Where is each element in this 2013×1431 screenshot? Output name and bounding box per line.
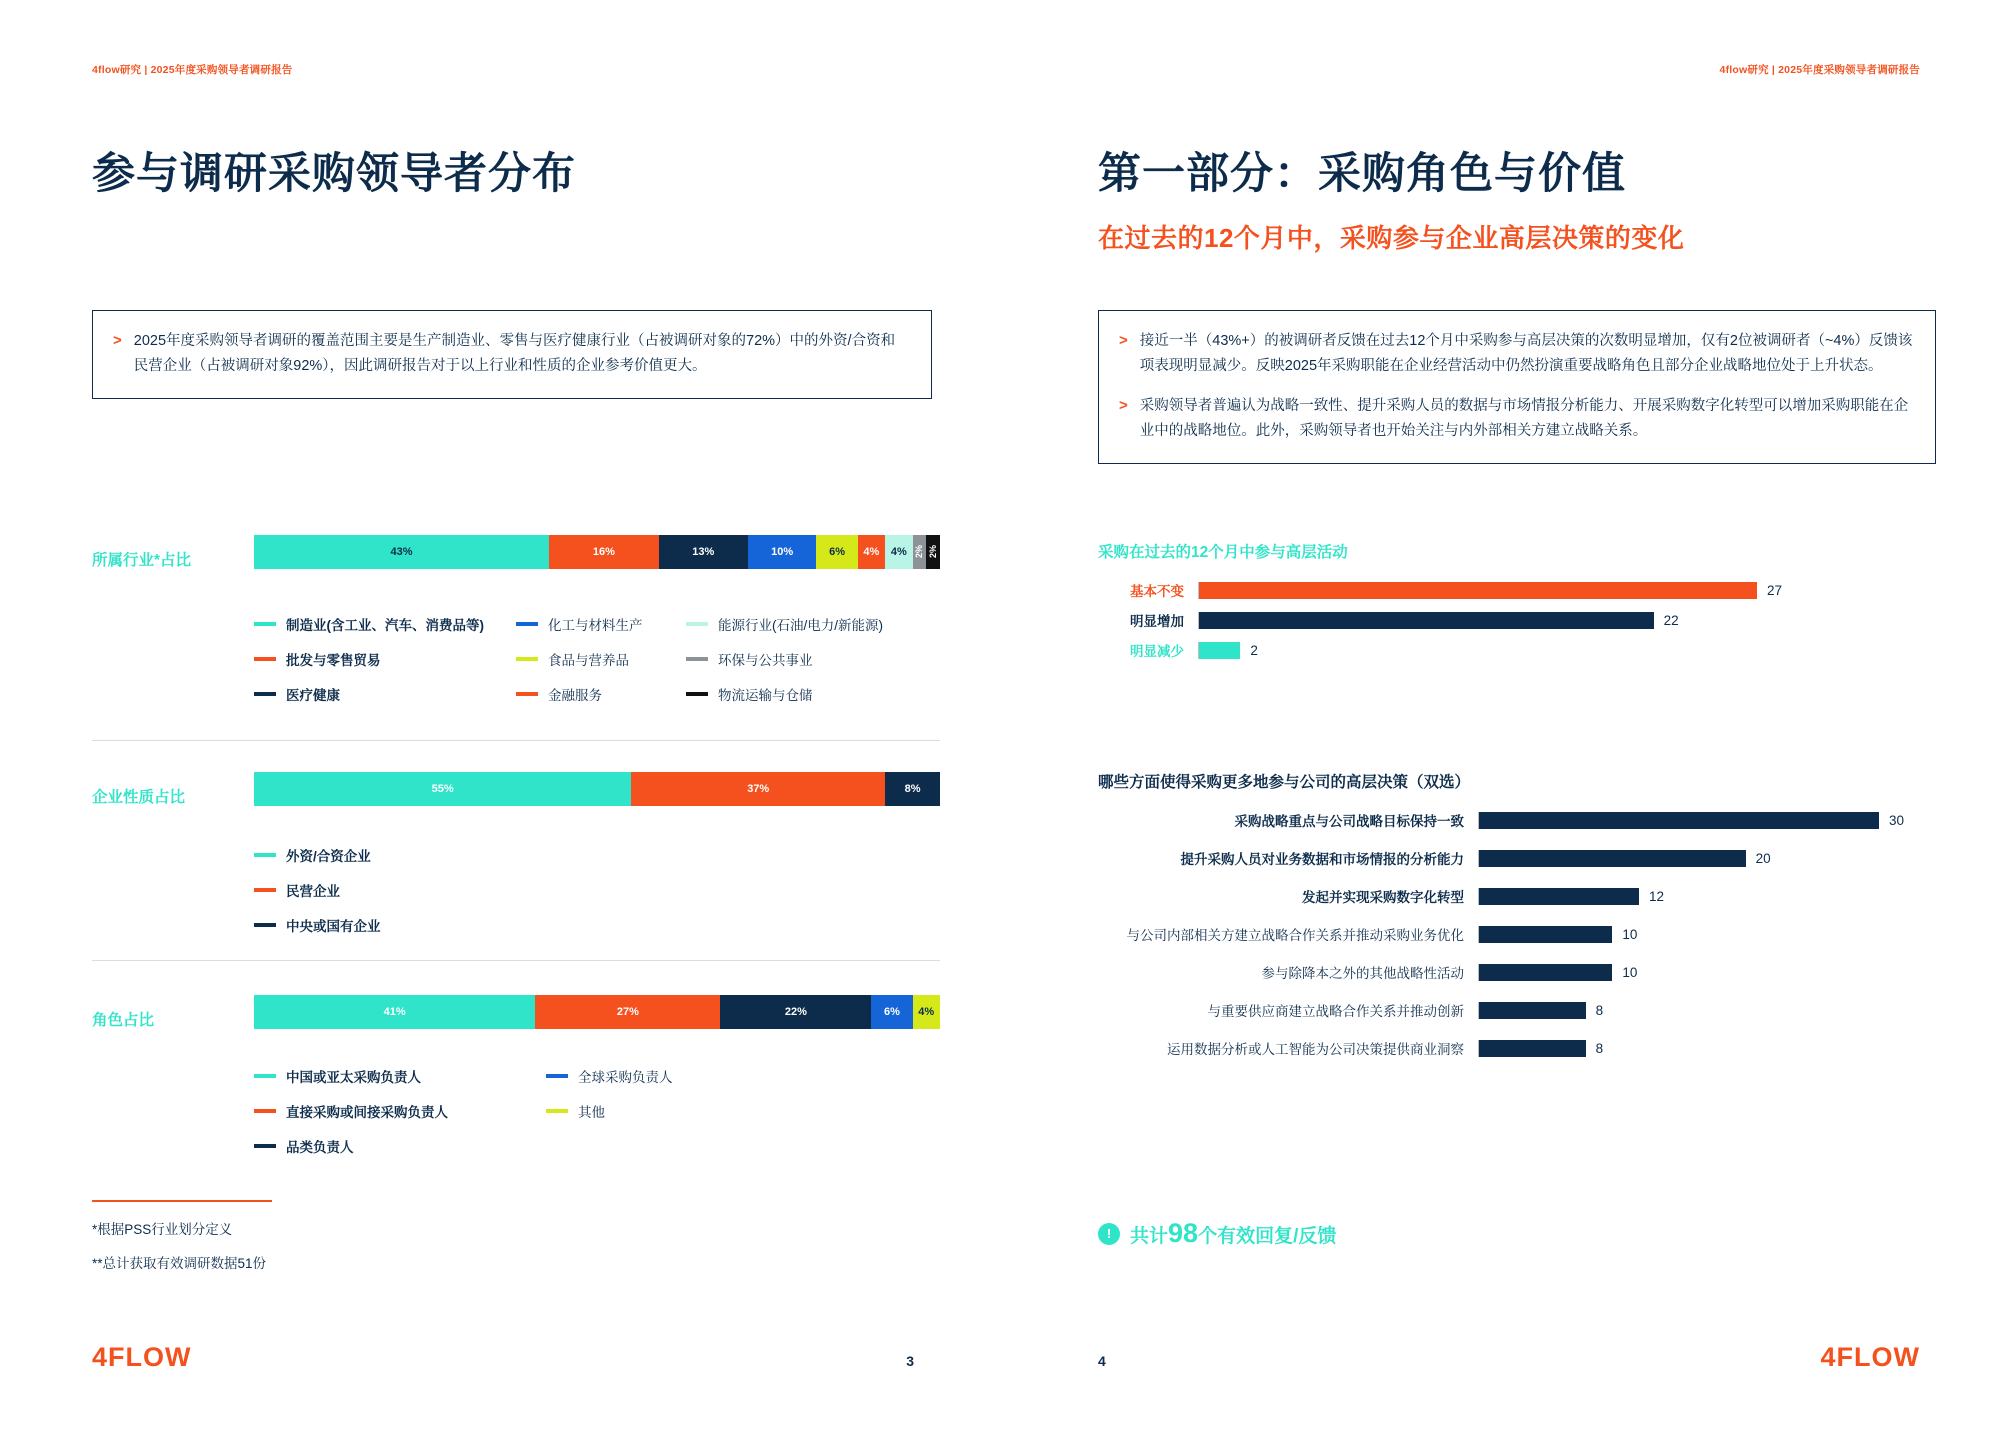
bar-value: 27 — [1767, 582, 1783, 598]
stacked-segment: 13% — [659, 535, 748, 569]
page-left — [0, 0, 1006, 1431]
stacked-segment: 41% — [254, 995, 535, 1029]
stacked-segment: 4% — [913, 995, 940, 1029]
callout-box-left — [92, 310, 932, 399]
bar-label: 基本不变 — [1130, 584, 1184, 599]
stacked-segment: 16% — [549, 535, 659, 569]
divider-1 — [92, 740, 940, 741]
legend-label: 环保与公共事业 — [718, 653, 813, 668]
chart-role-legend — [254, 1066, 806, 1171]
chart-company-legend — [254, 845, 654, 950]
page-right — [1006, 0, 2012, 1431]
legend-item — [254, 1136, 546, 1156]
chart-industry-stacked-bar — [254, 535, 940, 569]
legend-swatch-icon — [516, 692, 538, 696]
legend-item — [254, 684, 516, 704]
chevron-right-icon: > — [1119, 332, 1128, 349]
legend-item — [254, 1066, 546, 1086]
legend-item — [516, 684, 686, 704]
bar — [1479, 1040, 1586, 1057]
bar — [1479, 888, 1639, 905]
chevron-right-icon: > — [1119, 396, 1128, 414]
legend-item — [516, 649, 686, 669]
legend-item — [254, 1101, 546, 1121]
stacked-segment: 2% — [926, 535, 940, 569]
legend-label: 物流运输与仓储 — [718, 688, 813, 703]
brand-logo-left: 4FLOW — [92, 1342, 192, 1372]
total-number: 98 — [1168, 1218, 1199, 1248]
bar-label: 运用数据分析或人工智能为公司决策提供商业洞察 — [1167, 1042, 1464, 1057]
bar — [1199, 612, 1654, 629]
chevron-right-icon: > — [113, 332, 122, 349]
legend-swatch-icon — [546, 1074, 568, 1078]
bar-value: 10 — [1622, 964, 1638, 980]
chart-b-title: 哪些方面使得采购更多地参与公司的高层决策（双选） — [1098, 774, 1471, 791]
legend-swatch-icon — [254, 853, 276, 857]
legend-label: 品类负责人 — [286, 1140, 354, 1155]
stacked-segment: 2% — [913, 535, 927, 569]
bar-label: 明显减少 — [1130, 644, 1184, 659]
legend-swatch-icon — [254, 1109, 276, 1113]
legend-label: 直接采购或间接采购负责人 — [286, 1105, 448, 1120]
legend-item — [546, 1066, 806, 1086]
legend-swatch-icon — [516, 657, 538, 661]
callout-text: 接近一半（43%+）的被调研者反馈在过去12个月中采购参与高层决策的次数明显增加，仅有2位被调研者（~4%）反馈该项表现明显减少。反映2025年采购职能在企业经营活动中仍然扮演重要战略角色且部分企业战略地位处于上升状态。 — [1139, 333, 1913, 375]
legend-item — [686, 614, 946, 634]
bar-row — [1098, 962, 1938, 982]
legend-item — [686, 649, 946, 669]
bar-row — [1098, 810, 1938, 830]
running-header-right: 4flow研究 | 2025年度采购领导者调研报告 — [1719, 64, 1920, 76]
chart-a-title: 采购在过去的12个月中参与高层活动 — [1098, 544, 1348, 561]
chart-company-label: 企业性质占比 — [92, 789, 186, 806]
bar-value: 8 — [1595, 1040, 1604, 1056]
callout-bullet — [1119, 329, 1913, 380]
bar-value: 10 — [1622, 926, 1638, 942]
stacked-segment: 8% — [885, 772, 940, 806]
footnote-rule — [92, 1200, 272, 1202]
legend-label: 中国或亚太采购负责人 — [286, 1070, 421, 1085]
legend-label: 全球采购负责人 — [578, 1070, 673, 1085]
chart-role-label: 角色占比 — [92, 1012, 155, 1029]
legend-item — [254, 649, 516, 669]
chart-company-stacked-bar — [254, 772, 940, 806]
bar-label: 采购战略重点与公司战略目标保持一致 — [1234, 814, 1464, 829]
chart-drivers-of-participation — [1098, 810, 1938, 1076]
legend-label: 外资/合资企业 — [286, 849, 371, 864]
legend-swatch-icon — [254, 692, 276, 696]
bar-value: 12 — [1649, 888, 1665, 904]
legend-swatch-icon — [254, 622, 276, 626]
total-responses-text — [1130, 1218, 1336, 1249]
chart-role-stacked-bar — [254, 995, 940, 1029]
bar — [1479, 850, 1746, 867]
divider-2 — [92, 960, 940, 961]
stacked-segment: 6% — [871, 995, 912, 1029]
legend-item — [516, 614, 686, 634]
bar — [1199, 642, 1240, 659]
legend-item — [686, 684, 946, 704]
footnote-1: *根据PSS行业划分定义 — [92, 1222, 233, 1237]
bar-value: 2 — [1250, 642, 1258, 658]
legend-swatch-icon — [516, 622, 538, 626]
info-circle-icon: ! — [1098, 1223, 1120, 1245]
bar-row — [1098, 640, 1938, 660]
legend-label: 其他 — [578, 1105, 605, 1120]
bar-row — [1098, 924, 1938, 944]
stacked-segment: 55% — [254, 772, 631, 806]
legend-label: 食品与营养品 — [548, 653, 629, 668]
callout-text: 采购领导者普遍认为战略一致性、提升采购人员的数据与市场情报分析能力、开展采购数字化转型可以增加采购职能在企业中的战略地位。此外，采购领导者也开始关注与内外部相关方建立战略关系。 — [1139, 397, 1909, 440]
bar-row — [1098, 610, 1938, 630]
legend-swatch-icon — [254, 1144, 276, 1148]
bar-label: 发起并实现采购数字化转型 — [1302, 890, 1464, 905]
footnote-2: **总计获取有效调研数据51份 — [92, 1256, 267, 1271]
stacked-segment: 10% — [748, 535, 817, 569]
stacked-segment: 4% — [885, 535, 912, 569]
legend-swatch-icon — [254, 888, 276, 892]
total-responses — [1098, 1218, 1336, 1249]
bar — [1199, 582, 1757, 599]
page-number-left: 3 — [906, 1353, 914, 1369]
spread-divider — [1006, 0, 1007, 1431]
stacked-segment: 27% — [535, 995, 720, 1029]
legend-item — [254, 614, 516, 634]
legend-label: 民营企业 — [286, 884, 340, 899]
legend-item — [254, 845, 654, 865]
callout-bullet — [1119, 394, 1913, 445]
stacked-segment: 37% — [631, 772, 885, 806]
stacked-segment: 43% — [254, 535, 549, 569]
legend-swatch-icon — [686, 692, 708, 696]
total-prefix: 共计 — [1130, 1226, 1169, 1247]
legend-label: 能源行业(石油/电力/新能源) — [718, 618, 883, 633]
bar — [1479, 1002, 1586, 1019]
running-header-left: 4flow研究 | 2025年度采购领导者调研报告 — [92, 64, 293, 76]
legend-label: 批发与零售贸易 — [286, 653, 381, 668]
bar-value: 30 — [1889, 812, 1905, 828]
chart-industry-legend — [254, 614, 946, 719]
legend-item — [546, 1101, 806, 1121]
callout-text: 2025年度采购领导者调研的覆盖范围主要是生产制造业、零售与医疗健康行业（占被调研对象的72%）中的外资/合资和民营企业（占被调研对象92%），因此调研报告对于以上行业和性质的企业参考价值更大。 — [133, 333, 896, 375]
page-subtitle-right: 在过去的12个月中，采购参与企业高层决策的变化 — [1098, 223, 1685, 253]
bar — [1479, 964, 1612, 981]
legend-swatch-icon — [254, 657, 276, 661]
chart-top-management-participation — [1098, 580, 1938, 670]
legend-label: 金融服务 — [548, 688, 602, 703]
bar-value: 8 — [1595, 1002, 1604, 1018]
legend-label: 医疗健康 — [286, 688, 340, 703]
stacked-segment: 6% — [816, 535, 857, 569]
bar-label: 与公司内部相关方建立战略合作关系并推动采购业务优化 — [1126, 928, 1464, 943]
total-suffix: 个有效回复/反馈 — [1198, 1226, 1337, 1247]
legend-swatch-icon — [686, 622, 708, 626]
bar-row — [1098, 1038, 1938, 1058]
bar-label: 参与除降本之外的其他战略性活动 — [1261, 966, 1464, 981]
stacked-segment: 22% — [720, 995, 871, 1029]
legend-swatch-icon — [546, 1109, 568, 1113]
bar-row — [1098, 886, 1938, 906]
page-number-right: 4 — [1098, 1353, 1106, 1369]
legend-label: 制造业(含工业、汽车、消费品等) — [286, 618, 484, 633]
legend-label: 中央或国有企业 — [286, 919, 381, 934]
callout-box-right — [1098, 310, 1936, 464]
legend-swatch-icon — [686, 657, 708, 661]
legend-swatch-icon — [254, 1074, 276, 1078]
bar-label: 提升采购人员对业务数据和市场情报的分析能力 — [1180, 852, 1464, 867]
legend-item — [254, 915, 654, 935]
page-title-right: 第一部分：采购角色与价值 — [1098, 150, 1626, 198]
bar-row — [1098, 848, 1938, 868]
stacked-segment: 4% — [858, 535, 885, 569]
bar-label: 明显增加 — [1130, 614, 1184, 629]
callout-bullet — [113, 329, 909, 380]
bar-label: 与重要供应商建立战略合作关系并推动创新 — [1207, 1004, 1464, 1019]
bar — [1479, 926, 1612, 943]
page-title-left: 参与调研采购领导者分布 — [92, 150, 576, 198]
bar-value: 22 — [1663, 612, 1679, 628]
brand-logo-right: 4FLOW — [1820, 1342, 1920, 1372]
legend-swatch-icon — [254, 923, 276, 927]
bar — [1479, 812, 1879, 829]
bar-row — [1098, 1000, 1938, 1020]
legend-item — [254, 880, 654, 900]
bar-value: 20 — [1755, 850, 1771, 866]
chart-industry-label: 所属行业*占比 — [92, 552, 192, 569]
legend-label: 化工与材料生产 — [548, 618, 643, 633]
bar-row — [1098, 580, 1938, 600]
